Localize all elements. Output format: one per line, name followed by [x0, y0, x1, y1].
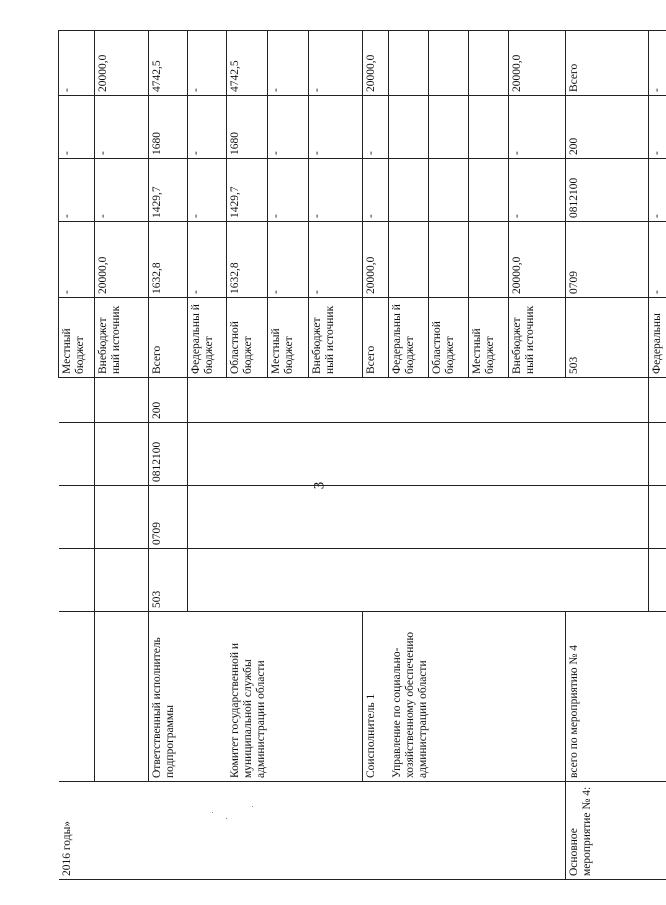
grbs-cell: 503 — [566, 298, 649, 378]
y2016-cell: 4742,5 — [149, 31, 188, 96]
y2014-cell — [429, 159, 469, 222]
y2016-cell: - — [649, 31, 666, 96]
period-cell: 2016 годы» — [59, 782, 566, 880]
csr-cell: 0812100 — [566, 159, 649, 222]
y2016-cell: 4742,5 — [227, 31, 268, 96]
y2016-cell — [389, 31, 429, 96]
y2016-cell — [429, 31, 469, 96]
rzpr-cell — [649, 486, 666, 549]
vr-cell: 200 — [149, 378, 188, 423]
y2016-cell: - — [188, 31, 227, 96]
executor-cell: Ответственный исполнитель подпрограммы — [149, 612, 227, 782]
y2014-cell: 1429,7 — [149, 159, 188, 222]
y2016-cell: - — [309, 31, 363, 96]
event-cell: Основное мероприятие № 4: — [566, 782, 666, 880]
executor-cell: Соисполнитель 1 — [363, 612, 389, 782]
source-cell: Областной бюджет — [429, 298, 469, 378]
vr-cell — [649, 378, 666, 423]
y2014-cell: - — [509, 159, 566, 222]
y2015-cell: - — [363, 96, 389, 159]
rzpr-cell — [95, 486, 149, 549]
y2015-cell: - — [268, 96, 309, 159]
csr-cell — [649, 423, 666, 486]
y2015-cell: 1680 — [227, 96, 268, 159]
executor-cell: всего по мероприятию № 4 — [566, 612, 666, 782]
source-cell: Федеральны — [649, 298, 666, 378]
y2016-cell: 20000,0 — [509, 31, 566, 96]
scan-noise — [226, 818, 227, 819]
vr-cell: 200 — [566, 96, 649, 159]
y2015-cell: - — [95, 96, 149, 159]
y2015-cell: - — [649, 96, 666, 159]
total-cell: - — [188, 222, 227, 298]
total-cell: 1632,8 — [227, 222, 268, 298]
rzpr-cell — [59, 486, 95, 549]
y2016-cell: - — [268, 31, 309, 96]
y2015-cell: - — [59, 96, 95, 159]
y2014-cell: - — [363, 159, 389, 222]
csr-cell — [188, 423, 649, 486]
total-cell: - — [59, 222, 95, 298]
y2015-cell — [429, 96, 469, 159]
source-cell: Внебюджет ный источник — [95, 298, 149, 378]
total-cell: 20000,0 — [509, 222, 566, 298]
rzpr-cell: 0709 — [149, 486, 188, 549]
y2014-cell: - — [268, 159, 309, 222]
csr-cell — [95, 423, 149, 486]
grbs-cell — [95, 549, 149, 612]
total-cell: - — [649, 222, 666, 298]
budget-table — [58, 30, 666, 880]
source-cell: Местный бюджет — [469, 298, 509, 378]
executor-cell: Управление по социально-хозяйственному обеспечению администрации области — [389, 612, 566, 782]
scan-noise — [252, 806, 253, 807]
y2016-cell: - — [59, 31, 95, 96]
vr-cell — [95, 378, 149, 423]
y2014-cell: - — [95, 159, 149, 222]
table-row — [149, 31, 188, 880]
y2015-cell: - — [309, 96, 363, 159]
source-cell: Внебюджет ный источник — [309, 298, 363, 378]
y2016-cell — [469, 31, 509, 96]
rzpr-cell — [188, 486, 649, 549]
y2014-cell: - — [59, 159, 95, 222]
y2014-cell: 1429,7 — [227, 159, 268, 222]
page-number: 3 — [311, 481, 328, 490]
total-cell — [429, 222, 469, 298]
y2015-cell: - — [509, 96, 566, 159]
source-cell: Внебюджет ный источник — [509, 298, 566, 378]
vr-cell — [59, 378, 95, 423]
executor-cell — [95, 612, 149, 782]
table-row — [95, 31, 149, 880]
grbs-cell — [59, 549, 95, 612]
total-cell: 1632,8 — [149, 222, 188, 298]
grbs-cell — [649, 549, 666, 612]
table-row — [59, 31, 95, 880]
total-cell: - — [309, 222, 363, 298]
source-cell: Федеральны й бюджет — [188, 298, 227, 378]
source-cell: Всего — [566, 31, 649, 96]
total-cell — [469, 222, 509, 298]
source-cell: Всего — [149, 298, 188, 378]
total-cell — [389, 222, 429, 298]
total-cell: 20000,0 — [363, 222, 389, 298]
source-cell: Местный бюджет — [268, 298, 309, 378]
total-cell: 20000,0 — [95, 222, 149, 298]
y2016-cell: 20000,0 — [363, 31, 389, 96]
csr-cell: 0812100 — [149, 423, 188, 486]
y2015-cell: - — [188, 96, 227, 159]
executor-cell — [59, 612, 95, 782]
executor-cell: Комитет государственной и муниципальной службы администрации области — [227, 612, 363, 782]
rzpr-cell: 0709 — [566, 222, 649, 298]
grbs-cell: 503 — [149, 549, 188, 612]
source-cell: Областной бюджет — [227, 298, 268, 378]
rotated-page — [58, 31, 663, 880]
grbs-cell — [188, 549, 649, 612]
vr-cell — [188, 378, 649, 423]
y2014-cell: - — [309, 159, 363, 222]
y2015-cell — [469, 96, 509, 159]
y2014-cell: - — [649, 159, 666, 222]
y2014-cell: - — [188, 159, 227, 222]
source-cell: Всего — [363, 298, 389, 378]
y2016-cell: 20000,0 — [95, 31, 149, 96]
y2015-cell — [389, 96, 429, 159]
total-cell: - — [268, 222, 309, 298]
scan-noise — [212, 812, 213, 813]
source-cell: Федеральны й бюджет — [389, 298, 429, 378]
csr-cell — [59, 423, 95, 486]
y2014-cell — [469, 159, 509, 222]
y2014-cell — [389, 159, 429, 222]
y2015-cell: 1680 — [149, 96, 188, 159]
source-cell: Местный бюджет — [59, 298, 95, 378]
